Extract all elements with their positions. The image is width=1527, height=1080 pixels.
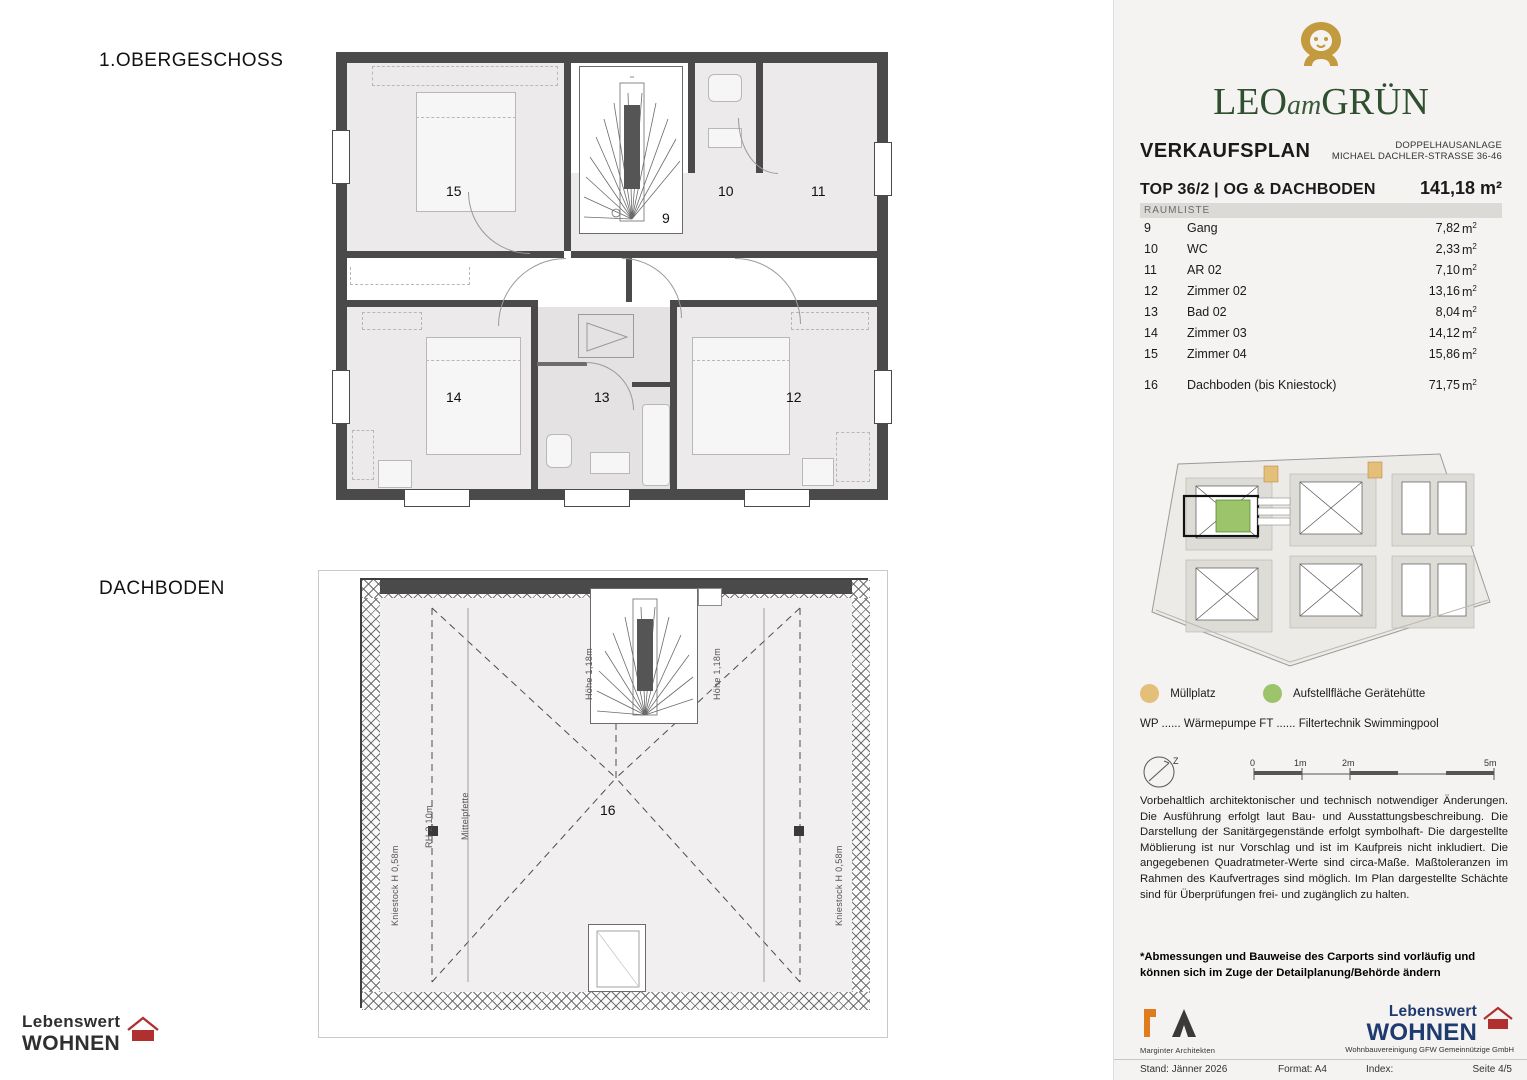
svg-text:Z: Z [1173, 756, 1179, 766]
label-kniestock-left: Kniestock H 0,58m [390, 845, 400, 926]
row-area: 2,33 [1435, 242, 1460, 256]
label-hoehe-right: Höhe 1,18m [712, 647, 722, 700]
svg-text:1m: 1m [1294, 758, 1307, 768]
row-number: 13 [1144, 305, 1158, 319]
row-name: AR 02 [1187, 263, 1222, 277]
attic-staircase [590, 588, 698, 724]
window-left-1 [332, 130, 350, 184]
footer-bar [1114, 1059, 1527, 1080]
wall-v1 [564, 63, 571, 251]
unit-summary [1140, 178, 1502, 199]
row-unit: $m^2$ [1462, 284, 1477, 300]
wall-h6 [537, 362, 587, 366]
verkaufsplan-title: VERKAUFSPLAN [1140, 140, 1311, 162]
bed-15-pillow [416, 92, 516, 118]
bath-wc [546, 434, 572, 468]
room-number-11: 11 [811, 183, 826, 199]
geraetehuette-label: Aufstellfläche Gerätehütte [1293, 687, 1426, 700]
lw-left-line1: Lebenswert [22, 1012, 121, 1031]
closet-15b [350, 267, 470, 285]
brand-leo: LEO [1213, 81, 1287, 123]
table-row [1140, 326, 1502, 347]
staircase [579, 66, 683, 234]
row-area: 15,86 [1428, 347, 1460, 361]
wc-sink [708, 128, 742, 148]
room-number-13: 13 [594, 389, 610, 405]
row-unit: $m^2$ [1462, 263, 1477, 279]
wall-v5 [670, 300, 677, 489]
row-name: Dachboden (bis Kniestock) [1187, 378, 1337, 392]
verkaufsplan-row [1140, 140, 1502, 163]
window-right-2 [874, 370, 892, 424]
label-mittelpfette: Mittelpfette [460, 792, 470, 840]
room-number-15: 15 [446, 183, 462, 199]
row-unit: $m^2$ [1462, 378, 1477, 394]
house-icon [1482, 1005, 1514, 1033]
room-11-fill [763, 63, 877, 173]
lion-icon [1275, 18, 1367, 76]
attic-plan-title: DACHBODEN [99, 578, 225, 599]
row-area: 8,04 [1435, 305, 1460, 319]
window-bottom-3 [744, 489, 810, 507]
lebenswert-wohnen-logo-left [22, 1012, 162, 1067]
bath-sink [590, 452, 630, 474]
developer-line1: Lebenswert [1388, 1003, 1477, 1020]
footer-page: Seite 4/5 [1472, 1064, 1512, 1075]
table-row [1140, 347, 1502, 368]
wardrobe-15 [372, 66, 558, 86]
room-number-10: 10 [718, 183, 734, 199]
wall-v4 [531, 300, 538, 489]
legend-muellplatz [1140, 684, 1425, 703]
unit-area: 141,18 m² [1419, 178, 1502, 198]
attic-shaft [698, 588, 722, 606]
bed-14-pillow [426, 337, 521, 361]
svg-text:0: 0 [1250, 758, 1256, 768]
marginter-mark-icon [1140, 1005, 1218, 1039]
shelf-14 [362, 312, 422, 330]
row-number: 16 [1144, 378, 1158, 392]
svg-text:5m: 5m [1484, 758, 1497, 768]
row-name: Gang [1187, 221, 1218, 235]
disclaimer-text: Vorbehaltlich architektonischer und technisch notwendiger Änderungen. Die Ausführung erfolgt laut Bau- und Ausstattungsbeschreibung. Die Darstellung der Sanitärgegenstände erfolgt symbolhaft- Die dargestellte Möblierung ist nur Vorschlag und ist im Kaufpreis nicht inkludiert. Die angegebenen Quadratmeter-Werte sind circa-Maße. Maßtoleranzen im Rahmen des Kaufvertrages sind möglich. Im Plan dargestellte Schächte sind für Überprüfungen frei- und zugänglich zu halten. [1140, 795, 1508, 901]
row-number: 9 [1144, 221, 1151, 235]
label-kniestock-right: Kniestock H 0,58m [834, 845, 844, 926]
muellplatz-label: Müllplatz [1170, 687, 1216, 700]
wall-h2 [571, 251, 877, 258]
row-number: 14 [1144, 326, 1158, 340]
row-name: WC [1187, 242, 1208, 256]
attic-drawing [318, 570, 888, 1038]
project-type: DOPPELHAUSANLAGE [1395, 140, 1502, 151]
window-left-2 [332, 370, 350, 424]
row-area: 14,12 [1428, 326, 1460, 340]
room-list-header: RAUMLISTE [1140, 203, 1502, 218]
footer-index: Index: [1366, 1064, 1394, 1075]
row-unit: $m^2$ [1462, 221, 1477, 237]
label-hoehe-left: Höhe 1,18m [584, 647, 594, 700]
shower [578, 314, 634, 358]
svg-text:2m: 2m [1342, 758, 1355, 768]
lw-left-line2: WOHNEN [22, 1032, 121, 1055]
brand-logo [1114, 18, 1527, 124]
upper-floor-drawing [336, 52, 888, 500]
window-right-1 [874, 142, 892, 196]
geraetehuette-swatch-icon [1263, 684, 1282, 703]
footer-stand: Stand: Jänner 2026 [1140, 1064, 1228, 1075]
table-row [1140, 378, 1502, 399]
wall-h1 [347, 251, 564, 258]
north-and-scale [1140, 752, 1502, 792]
table-row [1140, 263, 1502, 284]
floor-plan-title: 1.OBERGESCHOSS [99, 50, 284, 71]
muellplatz-swatch-icon [1140, 684, 1159, 703]
room-number-14: 14 [446, 389, 462, 405]
row-area: 13,16 [1428, 284, 1460, 298]
room-number-9: 9 [662, 210, 670, 226]
bathtub [642, 404, 670, 486]
desk-14 [352, 430, 374, 480]
table-row [1140, 284, 1502, 305]
row-unit: $m^2$ [1462, 305, 1477, 321]
row-area: 7,82 [1435, 221, 1460, 235]
window-bottom-1 [404, 489, 470, 507]
attic-wall-bottom [362, 992, 870, 1010]
row-number: 11 [1144, 263, 1157, 277]
footer-format: Format: A4 [1278, 1064, 1327, 1075]
house-icon [126, 1014, 160, 1044]
brand-am: am [1286, 90, 1322, 121]
wc-bowl [708, 74, 742, 102]
row-name: Zimmer 04 [1187, 347, 1247, 361]
site-plan-overview[interactable] [1140, 452, 1502, 672]
wall-v2 [688, 63, 695, 173]
architect-name: Marginter Architekten [1140, 1046, 1216, 1055]
site-plan-svg [1140, 452, 1502, 672]
row-number: 15 [1144, 347, 1158, 361]
developer-line3: Wohnbauvereinigung GFW Gemeinnützige GmbH [1345, 1045, 1514, 1054]
wall-h5 [632, 382, 677, 387]
info-panel [1113, 0, 1527, 1080]
project-address: MICHAEL DACHLER-STRASSE 36-46 [1331, 151, 1502, 162]
row-unit: $m^2$ [1462, 326, 1477, 342]
table-row [1140, 305, 1502, 326]
row-name: Bad 02 [1187, 305, 1227, 319]
attic-wall-left [362, 598, 380, 992]
disclaimer-bold-text: *Abmessungen und Bauweise des Carports sind vorläufig und können sich im Zuge der Detailplanung/Behörde ändern [1140, 951, 1476, 979]
bed-12-pillow [692, 337, 790, 361]
row-unit: $m^2$ [1462, 242, 1477, 258]
chair-14 [378, 460, 412, 488]
unit-label: TOP 36/2 | OG & DACHBODEN [1140, 181, 1376, 198]
attic-outer-walls [360, 578, 868, 1008]
chair-12 [802, 458, 834, 486]
row-number: 10 [1144, 242, 1158, 256]
brand-gruen: GRÜN [1321, 81, 1429, 123]
table-row [1140, 242, 1502, 263]
developer-line2: WOHNEN [1366, 1019, 1477, 1046]
row-name: Zimmer 02 [1187, 284, 1247, 298]
attic-hatch-opening [588, 924, 646, 992]
window-bottom-2 [564, 489, 630, 507]
desk-12 [836, 432, 870, 482]
row-area: 71,75 [1428, 378, 1460, 392]
room-number-12: 12 [786, 389, 802, 405]
developer-logo [1345, 1003, 1514, 1054]
architect-logo [1140, 1005, 1218, 1055]
table-row [1140, 221, 1502, 242]
shelf-12 [791, 312, 869, 330]
attic-wall-right [852, 598, 870, 992]
attic-room-number: 16 [600, 802, 616, 818]
row-unit: $m^2$ [1462, 347, 1477, 363]
legend-abbreviations: WP ...... Wärmepumpe FT ...... Filtertechnik Swimmingpool [1140, 718, 1439, 730]
label-rh: RH 2,10m [424, 805, 434, 848]
brand-wordmark [1114, 80, 1527, 124]
row-number: 12 [1144, 284, 1158, 298]
row-name: Zimmer 03 [1187, 326, 1247, 340]
row-area: 7,10 [1435, 263, 1460, 277]
